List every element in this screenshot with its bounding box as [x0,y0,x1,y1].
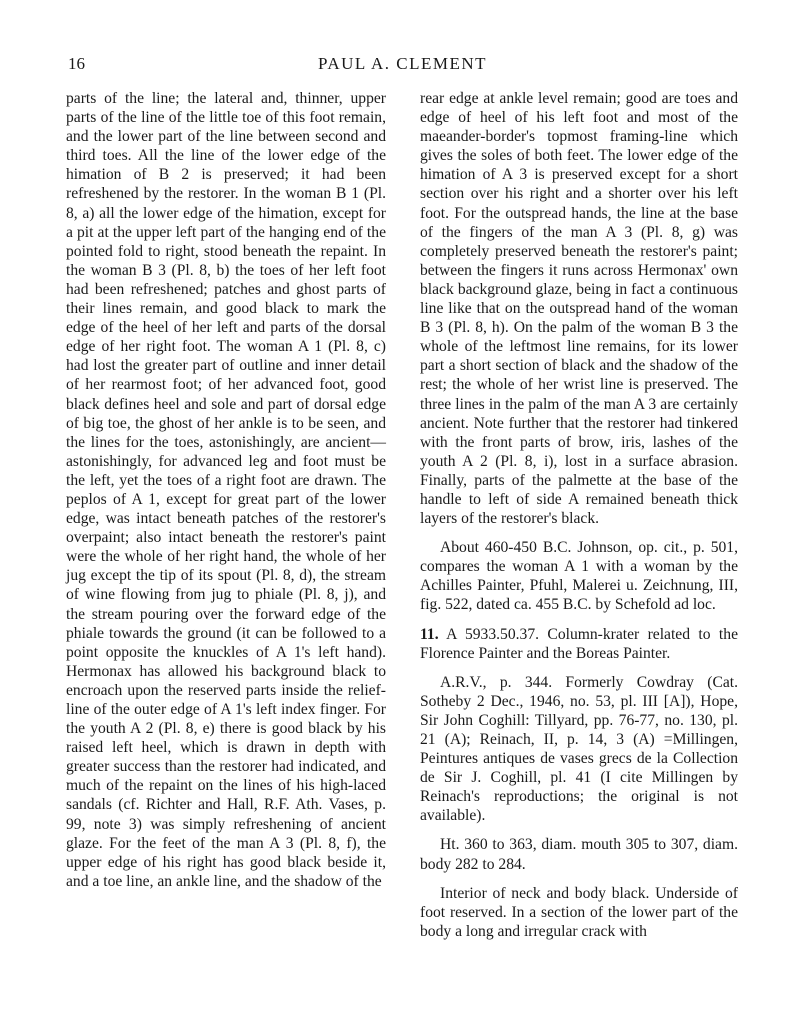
running-head: PAUL A. CLEMENT [317,54,488,73]
page-number: 16 [68,54,85,73]
entry-number: 11. [420,625,439,643]
entry-title: A 5933.50.37. Column-krater related to the Florence Painter and the Boreas Painter. [420,625,738,662]
left-column [66,89,386,891]
catalogue-entry-heading [420,625,738,663]
page-header [0,0,805,90]
dating-paragraph: About 460-450 B.C. Johnson, op. cit., p. 501, compares the woman A 1 with a woman by the Achilles Painter, Pfuhl, Malerei u. Zeichnung, III, fig. 522, dated ca. 455 B.C. by Schefold ad loc. [420,539,738,614]
bibliography-paragraph: A.R.V., p. 344. Formerly Cowdray (Cat. Sotheby 2 Dec., 1946, no. 53, pl. III [A]), Hope, Sir John Coghill: Tillyard, pp. 76-77, no. 130, pl. 21 (A); Reinach, II, p. 14, 3 (A) =Millingen, Peintures antiques de vases grecs de la Collection de Sir J. Coghill, pl. 41 (I cite Millingen by Reinach's reproductions; the original is not available). [420,673,738,825]
body-paragraph-continuation: rear edge at ankle level remain; good are toes and edge of heel of his left foot and most of the maeander-border's topmost framing-line which gives the soles of both feet. The lower edge of the himation of A 3 is preserved except for a short section over his right and a shorter over his left foot. For the outspread hands, the line at the base of the fingers of the man A 3 (Pl. 8, g) was completely preserved beneath the restorer's paint; between the fingers it runs across Hermonax' own black background glaze, being in fact a continuous line like that on the outspread hand of the woman B 3 (Pl. 8, h). On the palm of the woman B 3 the whole of the leftmost line remains, for its lower part a short section of black and the shadow of the rest; the whole of her wrist line is preserved. The three lines in the palm of the man A 3 are certainly ancient. Note further that the restorer had tinkered with the front parts of brow, iris, lashes of the youth A 2 (Pl. 8, i), lost in a surface abrasion. Finally, parts of the palmette at the base of the handle to left of side A remained beneath thick layers of the restorer's black. [420,90,738,528]
description-paragraph: Interior of neck and body black. Underside of foot reserved. In a section of the lower part of the body a long and irregular crack with [420,884,738,940]
right-column [420,89,738,941]
dimensions-paragraph: Ht. 360 to 363, diam. mouth 305 to 307, diam. body 282 to 284. [420,836,738,873]
body-paragraph: parts of the line; the lateral and, thinner, upper parts of the line of the little toe of this foot remain, and the lower part of the line between second and third toes. All the line of the lower edge of the himation of B 2 is preserved; it had been refreshened by the restorer. In the woman B 1 (Pl. 8, a) all the lower edge of the himation, except for a pit at the upper left part of the hanging end of the pointed fold to right, stood beneath the repaint. In the woman B 3 (Pl. 8, b) the toes of her left foot had been refreshened; patches and ghost parts of their lines remain, and good black to mark the edge of the heel of her left and parts of the dorsal edge of her right foot. The woman A 1 (Pl. 8, c) had lost the greater part of outline and inner detail of her rearmost foot; of her advanced foot, good black defines heel and sole and part of dorsal edge of big toe, the ghost of her ankle is to be seen, and the lines for the toes, astonishingly, are ancient—astonishingly, for advanced leg and foot must be the left, yet the toes of a right foot are drawn. The peplos of A 1, except for great part of the lower edge, was intact beneath patches of the restorer's overpaint; also intact beneath the restorer's paint were the whole of her right hand, the whole of her jug except the tip of its spout (Pl. 8, d), the stream of wine flowing from jug to phiale (Pl. 8, j), and the stream pouring over the forward edge of the phiale towards the ground (it can be followed to a point opposite the knuckles of A 1's left hand). Hermonax has allowed his background black to encroach upon the reserved parts inside the relief-line of the outer edge of A 1's left index finger. For the youth A 2 (Pl. 8, e) there is good black by his raised left heel, which is drawn in depth with greater success than the restorer had indicated, and much of the repaint on the lines of his high-laced sandals (cf. Richter and Hall, R.F. Ath. Vases, p. 99, note 3) was simply refreshening of ancient glaze. For the feet of the man A 3 (Pl. 8, f), the upper edge of his right has good black beside it, and a toe line, an ankle line, and the shadow of the [66,90,386,890]
